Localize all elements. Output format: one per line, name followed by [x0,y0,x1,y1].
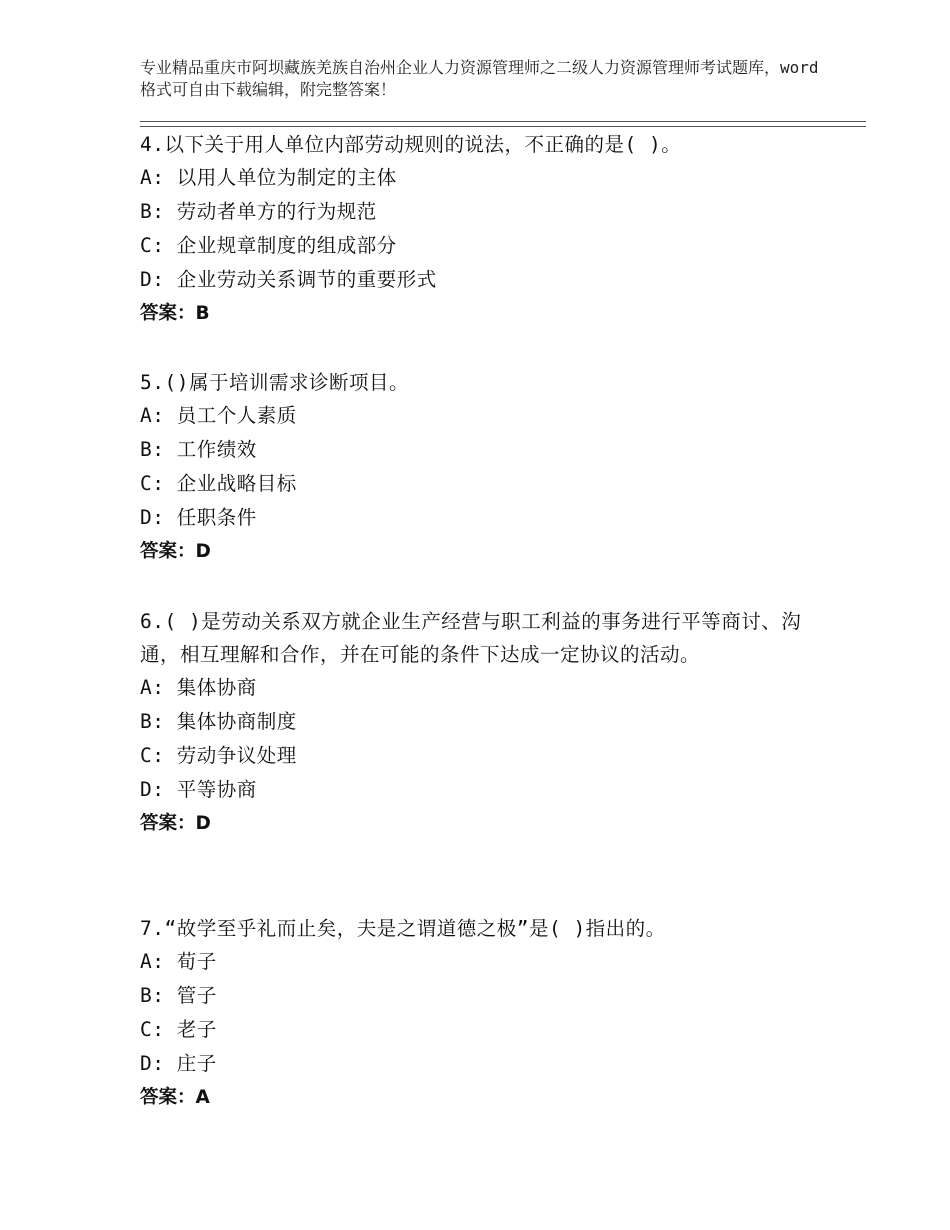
option-d: D: 庄子 [140,1052,217,1075]
option-b: B: 管子 [140,984,217,1007]
option-c: C: 老子 [140,1018,217,1041]
document-header [140,57,830,101]
option-b: B: 集体协商制度 [140,710,297,733]
option-a: A: 集体协商 [140,676,257,699]
header-text: 专业精品重庆市阿坝藏族羌族自治州企业人力资源管理师之二级人力资源管理师考试题库，word格式可自由下载编辑，附完整答案！ [140,58,819,99]
option-a: A: 以用人单位为制定的主体 [140,166,397,189]
question-stem: 5.()属于培训需求诊断项目。 [140,371,409,394]
option-c: C: 劳动争议处理 [140,744,297,767]
option-d: D: 任职条件 [140,506,257,529]
answer-line: 答案：D [140,813,211,834]
option-c: C: 企业战略目标 [140,472,297,495]
question-stem: 6.( )是劳动关系双方就企业生产经营与职工利益的事务进行平等商讨、沟通，相互理解和合作，并在可能的条件下达成一定协议的活动。 [140,610,802,666]
option-d: D: 企业劳动关系调节的重要形式 [140,268,437,291]
option-a: A: 荀子 [140,950,217,973]
answer-line: 答案：B [140,303,210,324]
option-b: B: 工作绩效 [140,438,257,461]
option-b: B: 劳动者单方的行为规范 [140,200,377,223]
header-divider [140,121,866,127]
question-4 [140,128,820,331]
option-a: A: 员工个人素质 [140,404,297,427]
question-stem: 4.以下关于用人单位内部劳动规则的说法，不正确的是( )。 [140,133,682,156]
option-d: D: 平等协商 [140,778,257,801]
question-5 [140,366,820,569]
question-6 [140,605,820,841]
question-stem: 7.“故学至乎礼而止矣，夫是之谓道德之极”是( )指出的。 [140,917,666,940]
answer-line: 答案：D [140,541,211,562]
answer-line: 答案：A [140,1087,210,1108]
question-7 [140,912,820,1115]
option-c: C: 企业规章制度的组成部分 [140,234,397,257]
